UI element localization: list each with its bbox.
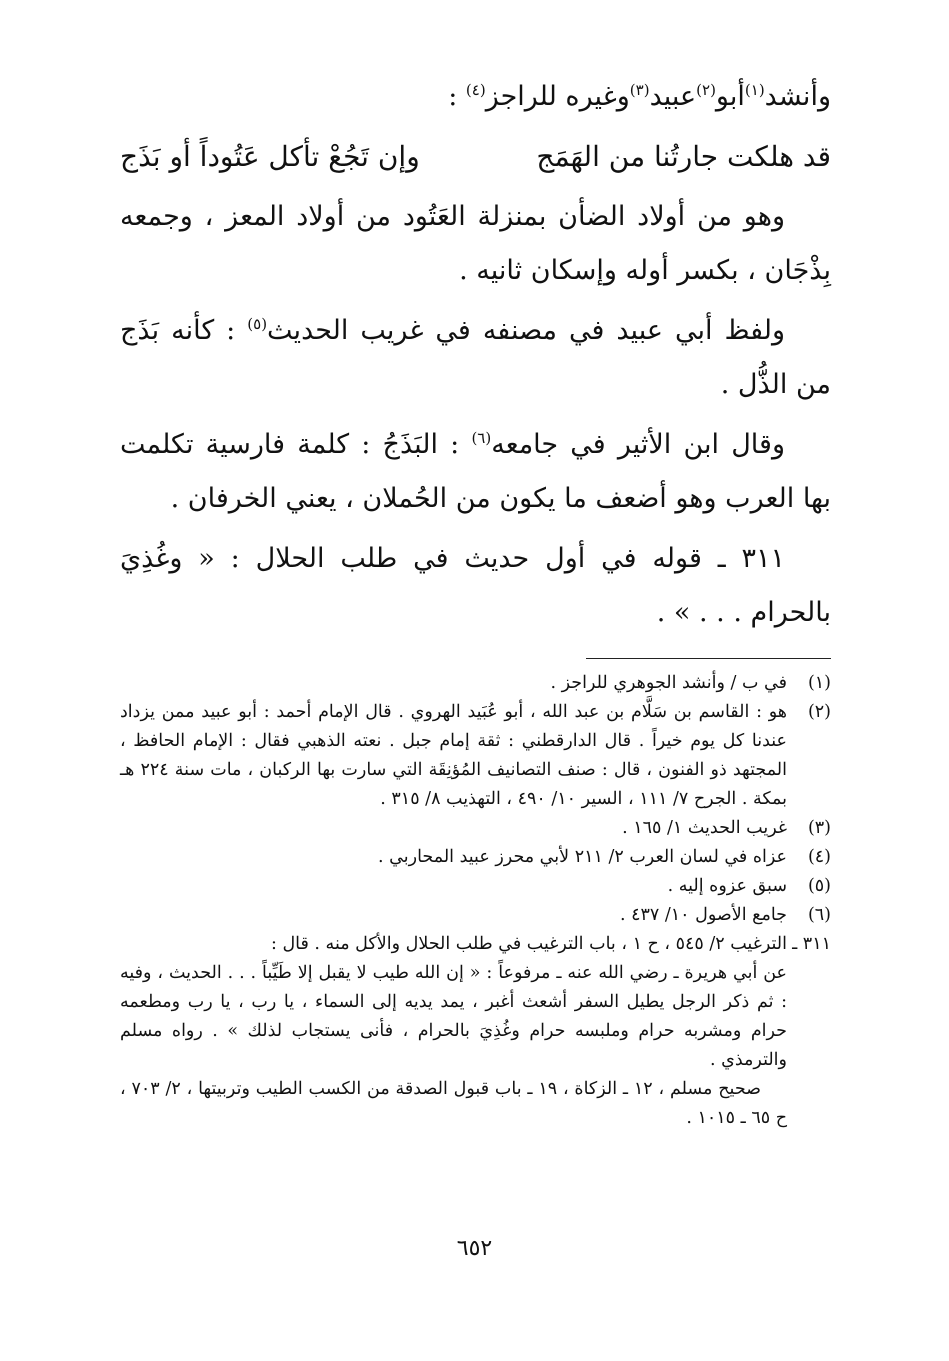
paragraph-4: ٣١١ ـ قوله في أول حديث في طلب الحلال : « وغُذِيَ بالحرام . . . » .: [120, 543, 831, 628]
footnote-number: (٢): [807, 702, 831, 722]
footnote-text: في ب / وأنشد الجوهري للراجز .: [550, 673, 787, 693]
paragraph-3-text-a: وقال ابن الأثير في جامعه: [491, 429, 785, 460]
hadith-reference: صحيح مسلم ، ١٢ ـ الزكاة ، ١٩ ـ باب قبول الصدقة من الكسب الطيب وتربيتها ، ٢/ ٧٠٣ ، ح ٦٥ ـ ١٠١٥ .: [120, 1079, 787, 1128]
hadith-footnote: [120, 930, 831, 1133]
footnote-text: غريب الحديث ١/ ١٦٥ .: [622, 818, 787, 838]
paragraph-3: [120, 418, 831, 526]
footnote-marker-4: (٤): [465, 81, 486, 99]
footnote-marker-1: (١): [744, 81, 765, 99]
footnotes: [120, 669, 831, 1133]
footnote-text: هو : القاسم بن سَلَّام بن عبد الله ، أبو عُبَيد الهروي . قال الإمام أحمد : أبو عبيد ممن يزداد عندنا كل يوم خيراً . قال الدارقطني : ثقة إمام جبل . نعته الذهبي فقال : الإمام الحافظ ، المجتهد ذو الفنون ، قال : صنف التصانيف المُؤنِقَة التي سارت بها الركبان ، مات سنة ٢٢٤ هـ بمكة . الجرح ٧/ ١١١ ، السير ١٠/ ٤٩٠ ، التهذيب ٨/ ٣١٥ .: [120, 702, 787, 809]
main-text: [120, 70, 831, 640]
intro-colon: :: [448, 81, 466, 112]
book-page: [120, 70, 831, 1281]
footnote-divider: [586, 658, 831, 659]
footnote-text: جامع الأصول ١٠/ ٤٣٧ .: [619, 905, 787, 925]
intro-word-2: أبو: [715, 81, 745, 112]
verse-hemistich-first: قد هلكت جارتُنا من الهَمَج: [536, 140, 831, 173]
footnote-marker-5: (٥): [247, 315, 268, 333]
hadith-text: عن أبي هريرة ـ رضي الله عنه ـ مرفوعاً : « إن الله طيب لا يقبل إلا طَيِّباً . . . الحديث ، وفيه : ثم ذكر الرجل يطيل السفر أشعث أغبر ، يمد يديه إلى السماء ، يا رب ، يا رب ومطعمه حرام ومشربه حرام وملبسه حرام وغُذِيَ بالحرام ، فأنى يستجاب لذلك » . رواه مسلم والترمذي .: [120, 963, 787, 1070]
footnote-number: (٤): [807, 847, 831, 867]
footnote-marker-2: (٢): [696, 81, 716, 99]
footnote-1: [120, 669, 831, 698]
footnote-text: عزاه في لسان العرب ٢/ ٢١١ لأبي محرز عبيد المحاربي .: [378, 847, 787, 867]
intro-line: [120, 70, 831, 124]
footnote-marker-6: (٦): [471, 429, 492, 447]
paragraph-2-text-a: ولفظ أبي عبيد في مصنفه في غريب الحديث: [267, 315, 786, 346]
footnote-2: [120, 698, 831, 814]
footnote-number: (٦): [807, 905, 831, 925]
footnote-number: (٥): [807, 876, 831, 896]
verse-hemistich-second: وإن تَجُعْ تأكل عَتُوداً أو بَذَج: [120, 140, 420, 173]
hadith-source-line: الترغيب ٢/ ٥٤٥ ، ح ١ ، باب الترغيب في طلب الحلال والأكل منه . قال :: [271, 934, 787, 954]
poem-verse: [120, 130, 831, 184]
intro-word-4: وغيره للراجز: [485, 81, 630, 112]
footnote-marker-3: (٣): [629, 81, 650, 99]
paragraph-2-text-b: : كأنه بَذَج من الذُّل .: [120, 315, 831, 400]
footnote-text: سبق عزوه إليه .: [667, 876, 787, 896]
paragraph-2: [120, 304, 831, 412]
hadith-footnote-number: ٣١١ ـ: [792, 934, 831, 954]
intro-word-1: وأنشد: [764, 81, 831, 112]
intro-word-3: عبيد: [649, 81, 697, 112]
paragraph-3-text-b: : البَذَجُ : كلمة فارسية تكلمت بها العرب وهو أضعف ما يكون من الحُملان ، يعني الخرفان .: [120, 429, 831, 514]
page-number: ٦٥٢: [456, 1236, 493, 1261]
footnote-number: (١): [807, 673, 831, 693]
footnote-4: [120, 843, 831, 872]
footnote-5: [120, 872, 831, 901]
paragraph-1: وهو من أولاد الضأن بمنزلة العَتُود من أولاد المعز ، وجمعه بِذْجَان ، بكسر أوله وإسكان ثانيه .: [120, 201, 831, 286]
footnote-6: [120, 901, 831, 930]
footnote-3: [120, 814, 831, 843]
footnote-number: (٣): [807, 818, 831, 838]
